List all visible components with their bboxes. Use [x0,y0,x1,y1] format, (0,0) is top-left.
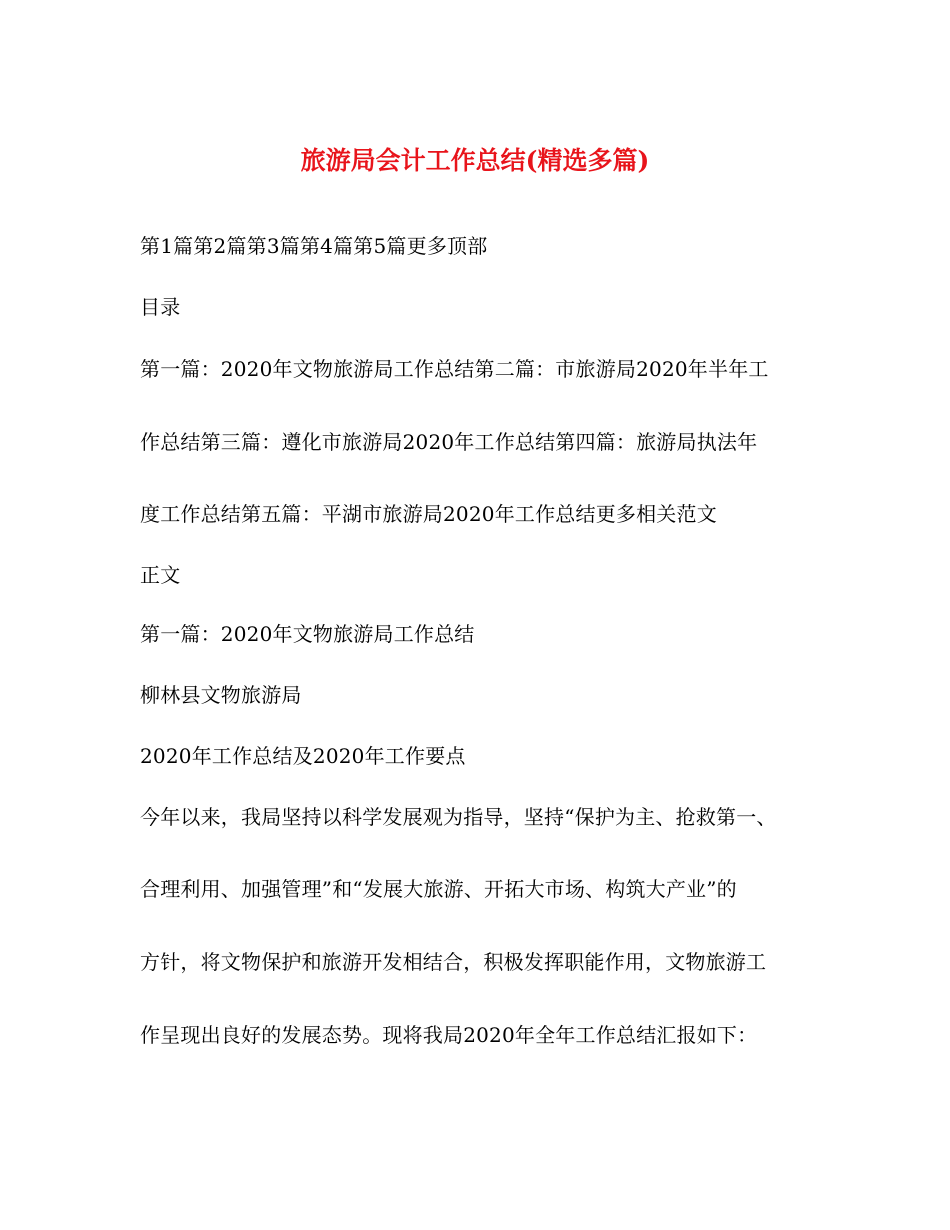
document-subtitle: 2020年工作总结及2020年工作要点 [140,744,466,768]
toc-line: 作总结第三篇：遵化市旅游局2020年工作总结第四篇：旅游局执法年 [140,430,758,454]
paragraph-line: 合理利用、加强管理”和“发展大旅游、开拓大市场、构筑大产业”的 [140,877,737,901]
toc-heading: 目录 [140,295,181,319]
article-heading: 第一篇：2020年文物旅游局工作总结 [140,622,475,646]
paragraph-line: 今年以来，我局坚持以科学发展观为指导，坚持“保护为主、抢救第一、 [140,805,777,829]
org-name: 柳林县文物旅游局 [140,683,302,707]
body-heading: 正文 [140,563,181,587]
toc-line: 第一篇：2020年文物旅游局工作总结第二篇：市旅游局2020年半年工 [140,357,769,381]
paragraph-line: 作呈现出良好的发展态势。现将我局2020年全年工作总结汇报如下： [140,1023,758,1047]
nav-line: 第1篇第2篇第3篇第4篇第5篇更多顶部 [140,234,488,258]
toc-line: 度工作总结第五篇：平湖市旅游局2020年工作总结更多相关范文 [140,502,717,526]
paragraph-line: 方针，将文物保护和旅游开发相结合，积极发挥职能作用，文物旅游工 [140,950,767,974]
document-title: 旅游局会计工作总结(精选多篇) [300,146,650,175]
